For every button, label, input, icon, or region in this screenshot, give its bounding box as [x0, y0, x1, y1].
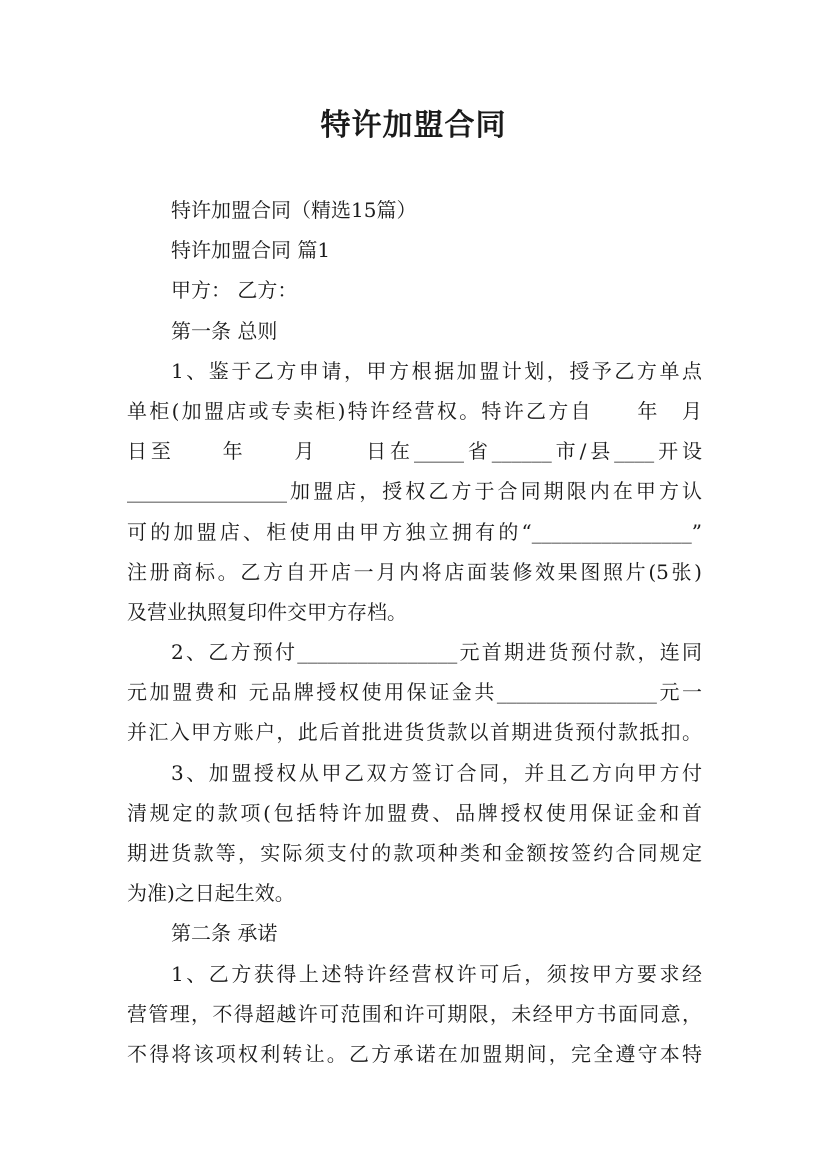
- subtitle-line: 特许加盟合同（精选15篇）: [171, 198, 417, 222]
- paragraph-line: 营管理，不得超越许可范围和许可期限，未经甲方书面同意，: [127, 1001, 702, 1026]
- paragraph-line: 日至 年 月 日在_____省______市/县____开设: [127, 439, 702, 464]
- document-body: [127, 190, 702, 1074]
- paragraph-line: 元加盟费和 元品牌授权使用保证金共________________元一: [127, 680, 702, 705]
- section-heading: 第一条 总则: [171, 318, 278, 343]
- document-title: 特许加盟合同: [320, 108, 507, 143]
- article-heading: 特许加盟合同 篇1: [171, 238, 331, 263]
- section-heading: 第二条 承诺: [171, 921, 278, 946]
- paragraph-line: 注册商标。乙方自开店一月内将店面装修效果图照片(5张): [127, 559, 702, 584]
- paragraph-line: 清规定的款项(包括特许加盟费、品牌授权使用保证金和首: [127, 800, 702, 825]
- paragraph-line: 可的加盟店、柜使用由甲方独立拥有的“________________”: [127, 519, 702, 544]
- paragraph-line: 2、乙方预付________________元首期进货预付款，连同: [171, 640, 702, 665]
- paragraph-line: 及营业执照复印件交甲方存档。: [127, 599, 407, 624]
- paragraph-line: 1、乙方获得上述特许经营权许可后，须按甲方要求经: [171, 961, 702, 986]
- parties-line: 甲方： 乙方：: [171, 278, 298, 303]
- paragraph-line: 单柜(加盟店或专卖柜)特许经营权。特许乙方自 年 月: [127, 398, 702, 423]
- paragraph-line: 期进货款等，实际须支付的款项种类和金额按签约合同规定: [127, 841, 702, 865]
- paragraph-line: 3、加盟授权从甲乙双方签订合同，并且乙方向甲方付: [171, 760, 702, 785]
- paragraph-line: 为准)之日起生效。: [127, 881, 295, 906]
- paragraph-line: 1、鉴于乙方申请，甲方根据加盟计划，授予乙方单点: [171, 358, 702, 383]
- paragraph-line: 并汇入甲方账户，此后首批进货货款以首期进货预付款抵扣。: [127, 720, 702, 745]
- paragraph-line: ________________加盟店，授权乙方于合同期限内在甲方认: [127, 479, 702, 504]
- paragraph-line: 不得将该项权利转让。乙方承诺在加盟期间，完全遵守本特: [127, 1041, 702, 1066]
